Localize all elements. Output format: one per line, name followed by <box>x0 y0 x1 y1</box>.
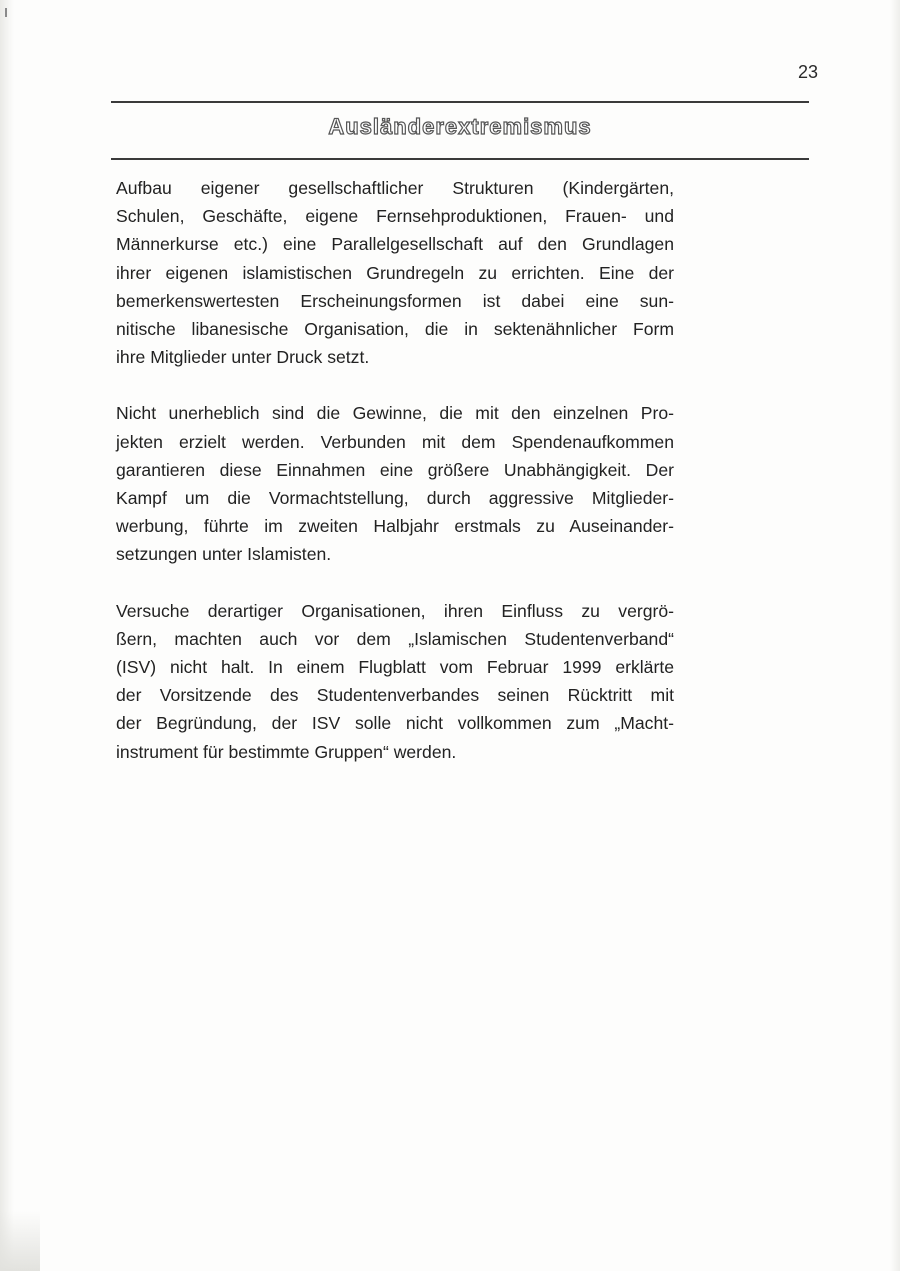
text-line: ihre Mitglieder unter Druck setzt. <box>116 347 370 368</box>
page-number: 23 <box>797 62 818 82</box>
scan-shadow-left <box>0 0 14 1271</box>
text-line: nitische libanesische Organisation, die in sektenähnlicher Form <box>116 319 674 340</box>
text-line: setzungen unter Islamisten. <box>116 544 332 565</box>
scan-artifact-mark <box>5 8 7 17</box>
section-title: Ausländerextremismus <box>328 114 592 139</box>
header-rule-top <box>111 101 809 103</box>
scan-shadow-bottom <box>0 1211 40 1271</box>
paragraph-2 <box>116 399 674 568</box>
paragraph-3 <box>116 597 674 766</box>
text-line: Schulen, Geschäfte, eigene Fernsehproduktionen, Frauen- und <box>116 206 674 227</box>
text-line: Aufbau eigener gesellschaftlicher Strukturen (Kindergärten, <box>116 178 674 198</box>
text-line: ihrer eigenen islamistischen Grundregeln zu errichten. Eine der <box>116 262 674 283</box>
text-line: bemerkenswertesten Erscheinungsformen ist dabei eine sun- <box>116 290 674 311</box>
text-line: jekten erzielt werden. Verbunden mit dem Spendenaufkommen <box>116 431 674 452</box>
text-line: Männerkurse etc.) eine Parallelgesellschaft auf den Grundlagen <box>116 234 674 255</box>
text-line: Nicht unerheblich sind die Gewinne, die mit den einzelnen Pro- <box>116 403 674 424</box>
body-text <box>116 174 674 794</box>
text-line: der Vorsitzende des Studentenverbandes seinen Rücktritt mit <box>116 685 674 706</box>
text-line: (ISV) nicht halt. In einem Flugblatt vom Februar 1999 erklärte <box>116 657 674 678</box>
paragraph-1 <box>116 174 674 371</box>
text-line: ßern, machten auch vor dem „Islamischen Studentenverband“ <box>116 628 674 649</box>
text-line: instrument für bestimmte Gruppen“ werden. <box>116 741 457 762</box>
header-rule-bottom <box>111 158 809 160</box>
text-line: Kampf um die Vormachtstellung, durch aggressive Mitglieder- <box>116 488 674 509</box>
text-line: der Begründung, der ISV solle nicht vollkommen zum „Macht- <box>116 713 674 734</box>
text-line: werbung, führte im zweiten Halbjahr erstmals zu Auseinander- <box>116 516 674 537</box>
scan-shadow-right <box>890 0 900 1271</box>
text-line: Versuche derartiger Organisationen, ihren Einfluss zu vergrö- <box>116 600 674 621</box>
text-line: garantieren diese Einnahmen eine größere Unabhängigkeit. Der <box>116 459 674 480</box>
